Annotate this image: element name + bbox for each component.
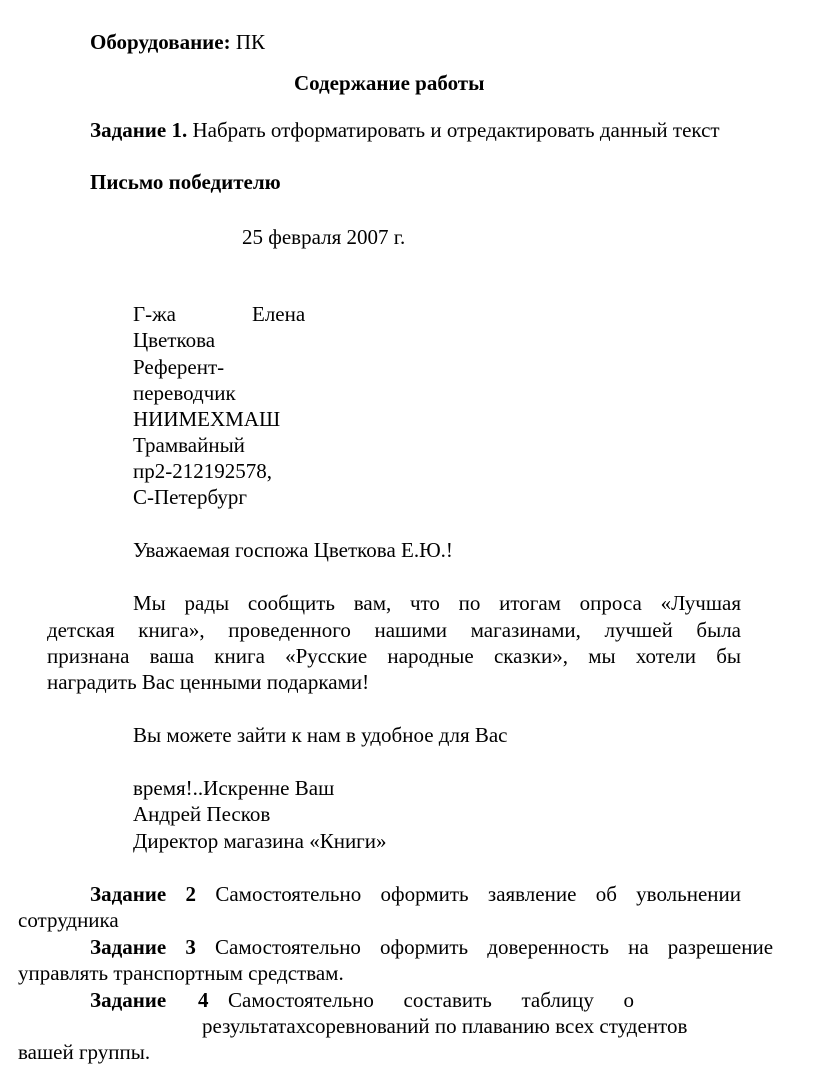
section-title: Содержание работы	[294, 71, 485, 95]
body-line-4: наградить Вас ценными подарками!	[47, 670, 370, 694]
task4-label: Задание	[90, 988, 167, 1012]
equipment-label: Оборудование:	[90, 30, 231, 54]
equipment-line	[90, 30, 265, 55]
address-line6: Трамвайный	[133, 433, 245, 457]
letter-date: 25 февраля 2007 г.	[242, 225, 406, 249]
task3-text: Самостоятельно оформить доверенность на разрешение	[215, 935, 774, 959]
address-line3: Референт-	[133, 355, 225, 379]
task4-line2: результатахсоревнований по плаванию всех студентов	[202, 1014, 688, 1038]
task3-line2: управлять транспортным средствам.	[18, 961, 344, 985]
address-line4: переводчик	[133, 381, 236, 405]
closing-line-1: время!..Искренне Ваш	[133, 776, 335, 800]
task2-text: Самостоятельно оформить заявление об увольнении	[215, 882, 742, 906]
task3-label: Задание 3	[90, 935, 196, 959]
task2-label: Задание 2	[90, 882, 197, 906]
task2-line2: сотрудника	[18, 908, 119, 932]
task1-text: Набрать отформатировать и отредактировать данный текст	[192, 118, 720, 142]
task2-line1	[90, 882, 741, 907]
task4-line1: Самостоятельно составить таблицу о	[228, 988, 634, 1012]
address-line1a: Г-жа	[133, 302, 176, 326]
letter-title: Письмо победителю	[90, 170, 281, 194]
body-line-1: Мы рады сообщить вам, что по итогам опроса «Лучшая	[133, 591, 741, 615]
closing-line-2: Андрей Песков	[133, 802, 271, 826]
task1-label: Задание 1.	[90, 118, 188, 142]
body-line-3: признана ваша книга «Русские народные сказки», мы хотели бы	[47, 644, 741, 668]
task4-number: 4	[198, 988, 209, 1012]
letter-greeting: Уважаемая госпожа Цветкова Е.Ю.!	[133, 538, 453, 562]
address-line5: НИИМЕХМАШ	[133, 407, 281, 431]
task3-line1	[90, 935, 773, 960]
task4-line3: вашей группы.	[18, 1040, 151, 1064]
task1	[90, 118, 720, 143]
address-line8: С-Петербург	[133, 485, 247, 509]
address-line2: Цветкова	[133, 328, 216, 352]
closing-line-3: Директор магазина «Книги»	[133, 829, 387, 853]
letter-visit: Вы можете зайти к нам в удобное для Вас	[133, 723, 508, 747]
body-line-2: детская книга», проведенного нашими магазинами, лучшей была	[47, 618, 741, 642]
equipment-value: ПК	[235, 30, 266, 54]
address-line7: пр2-212192578,	[133, 459, 272, 483]
address-line1b: Елена	[252, 302, 306, 326]
